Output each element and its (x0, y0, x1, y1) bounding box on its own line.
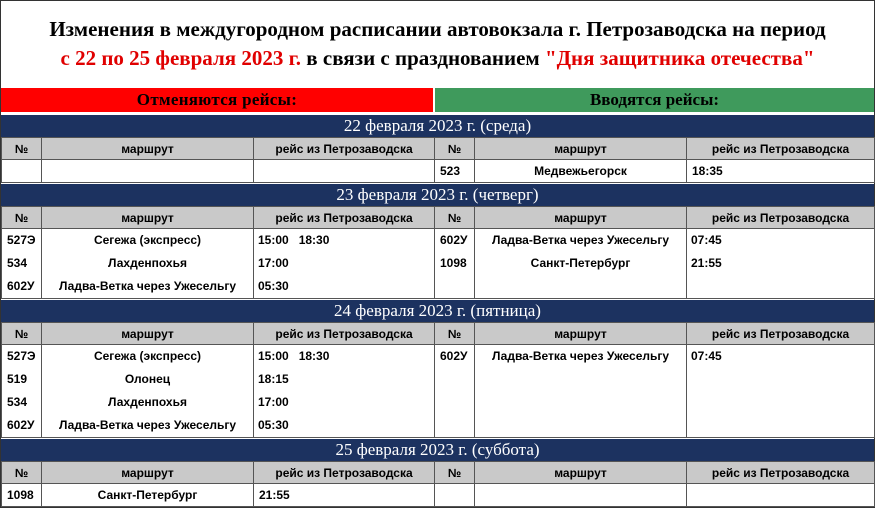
cancel-time: 21:55 (254, 484, 435, 507)
cancel-num: 602У (7, 279, 35, 293)
intro-route: Ладва-Ветка через Ужесельгу (491, 233, 670, 247)
cancel-num: 519 (7, 372, 28, 386)
page-title (0, 0, 875, 88)
cancel-route: Санкт-Петербург (42, 484, 254, 507)
table-header-row (2, 462, 875, 484)
schedule-table-24 (1, 322, 875, 438)
schedule-table-22 (1, 137, 875, 183)
holiday-name: "Дня защитника отечества" (544, 46, 815, 70)
cancel-num: 534 (7, 256, 28, 270)
col-time-header: рейс из Петрозаводска (254, 323, 435, 345)
cancel-route: Сегежа (экспресс) (93, 233, 202, 247)
date-heading-23: 23 февраля 2023 г. (четверг) (1, 184, 874, 206)
col-time-header: рейс из Петрозаводска (687, 462, 875, 484)
cancel-time: 15:00 (258, 233, 289, 247)
col-route-header: маршрут (42, 207, 254, 229)
col-time-header: рейс из Петрозаводска (254, 138, 435, 160)
cancel-time: 18:15 (258, 372, 289, 386)
cancel-route: Лахденпохья (108, 256, 187, 270)
col-num-header: № (435, 462, 475, 484)
date-heading-22: 22 февраля 2023 г. (среда) (1, 115, 874, 137)
cancel-route: Ладва-Ветка через Ужесельгу (58, 418, 237, 432)
intro-num (435, 484, 475, 507)
introduced-flights-header: Вводятся рейсы: (435, 88, 874, 112)
col-num-header: № (2, 207, 42, 229)
intro-route (475, 484, 687, 507)
intro-num: 523 (435, 160, 475, 183)
intro-route: Ладва-Ветка через Ужесельгу (491, 349, 670, 363)
intro-time: 07:45 (691, 233, 722, 247)
col-route-header: маршрут (475, 207, 687, 229)
cancel-time: 05:30 (258, 279, 289, 293)
col-route-header: маршрут (475, 138, 687, 160)
col-num-header: № (2, 323, 42, 345)
cancel-num: 534 (7, 395, 28, 409)
table-header-row (2, 138, 875, 160)
cancel-num (2, 160, 42, 183)
cancel-num: 527Э (7, 233, 36, 247)
date-heading-24: 24 февраля 2023 г. (пятница) (1, 300, 874, 322)
cancel-time: 17:00 (258, 395, 289, 409)
cancel-route: Ладва-Ветка через Ужесельгу (58, 279, 237, 293)
cancel-time: 17:00 (258, 256, 289, 270)
table-row (2, 160, 875, 183)
schedule-table-23 (1, 206, 875, 299)
col-route-header: маршрут (42, 323, 254, 345)
cancel-time (254, 160, 435, 183)
col-num-header: № (435, 138, 475, 160)
intro-num: 602У (440, 233, 468, 247)
col-num-header: № (435, 207, 475, 229)
cancel-route: Лахденпохья (108, 395, 187, 409)
intro-route: Медвежьегорск (475, 160, 687, 183)
cancel-time: 05:30 (258, 418, 289, 432)
cancelled-flights-header: Отменяются рейсы: (1, 88, 433, 112)
table-row (2, 345, 875, 438)
intro-time (687, 484, 875, 507)
title-line-1: Изменения в междугородном расписании автовокзала г. Петрозаводска на период (49, 17, 826, 41)
table-row (2, 484, 875, 507)
cancel-time-2: 18:30 (298, 349, 330, 363)
cancel-time: 15:00 (258, 349, 289, 363)
col-route-header: маршрут (42, 462, 254, 484)
col-route-header: маршрут (42, 138, 254, 160)
cancel-num: 1098 (2, 484, 42, 507)
cancel-num: 527Э (7, 349, 36, 363)
col-num-header: № (435, 323, 475, 345)
intro-time: 21:55 (691, 256, 722, 270)
col-time-header: рейс из Петрозаводска (687, 207, 875, 229)
table-header-row (2, 207, 875, 229)
table-row (2, 229, 875, 299)
col-route-header: маршрут (475, 323, 687, 345)
col-time-header: рейс из Петрозаводска (254, 462, 435, 484)
schedule-table-25 (1, 461, 875, 507)
title-line-2 (0, 44, 875, 73)
col-route-header: маршрут (475, 462, 687, 484)
intro-num: 602У (440, 349, 468, 363)
col-num-header: № (2, 462, 42, 484)
intro-route: Санкт-Петербург (530, 256, 631, 270)
table-header-row (2, 323, 875, 345)
cancel-num: 602У (7, 418, 35, 432)
cancel-route: Сегежа (экспресс) (93, 349, 202, 363)
col-time-header: рейс из Петрозаводска (687, 323, 875, 345)
cancel-route (42, 160, 254, 183)
intro-time: 07:45 (691, 349, 722, 363)
reason-text: в связи с празднованием (301, 46, 545, 70)
period-text: с 22 по 25 февраля 2023 г. (60, 46, 302, 70)
cancel-time-2: 18:30 (298, 233, 330, 247)
col-num-header: № (2, 138, 42, 160)
intro-time: 18:35 (687, 160, 875, 183)
col-time-header: рейс из Петрозаводска (687, 138, 875, 160)
col-time-header: рейс из Петрозаводска (254, 207, 435, 229)
intro-num: 1098 (440, 256, 467, 270)
cancel-route: Олонец (124, 372, 171, 386)
date-heading-25: 25 февраля 2023 г. (суббота) (1, 439, 874, 461)
